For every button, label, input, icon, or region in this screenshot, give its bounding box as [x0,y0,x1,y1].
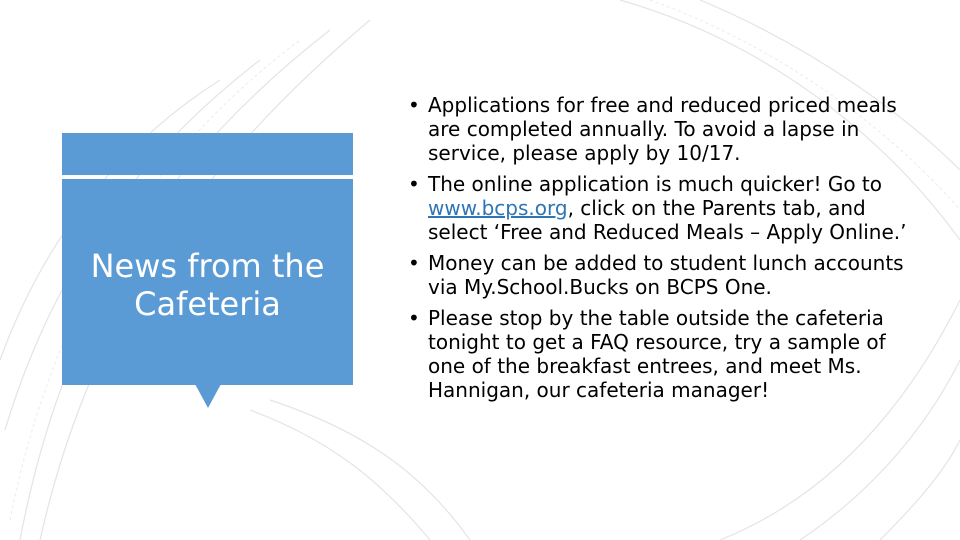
bullet-text-before-link: The online application is much quicker! Go to [428,172,882,196]
bullet-item [408,251,908,299]
slide-title: News from the Cafeteria [90,247,325,323]
bcps-link[interactable]: www.bcps.org [428,196,568,220]
title-box-top-strip [62,133,353,175]
title-box-pointer [195,384,221,408]
bullet-item [408,306,908,402]
bullet-text: Money can be added to student lunch accounts via My.School.Bucks on BCPS One. [428,251,904,299]
bullet-list-container [408,93,908,409]
bullet-dot-icon: • [408,306,420,330]
bullet-text: Please stop by the table outside the cafeteria tonight to get a FAQ resource, try a sample of one of the breakfast entrees, and meet Ms. Hannigan, our cafeteria manager! [428,306,886,402]
bullet-text-after-link: , click on the Parents tab, and select ‘Free and Reduced Meals – Apply Online.’ [428,196,907,244]
bullet-item [408,172,908,244]
title-box [62,179,353,385]
bullet-dot-icon: • [408,93,420,117]
bullet-text: Applications for free and reduced priced meals are completed annually. To avoid a lapse in service, please apply by 10/17. [428,93,897,165]
bullet-dot-icon: • [408,172,420,196]
bullet-dot-icon: • [408,251,420,275]
bullet-item [408,93,908,165]
bullet-list [408,93,908,402]
